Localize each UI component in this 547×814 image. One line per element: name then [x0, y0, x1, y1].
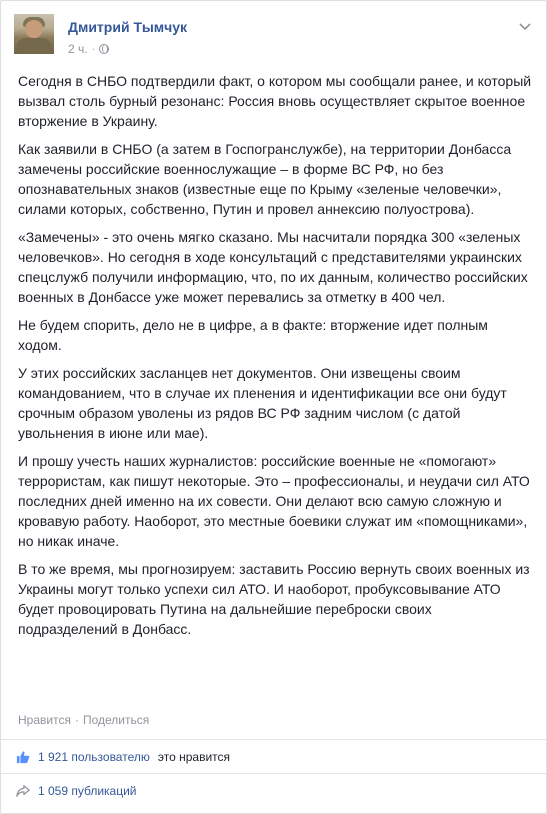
post-paragraph: Как заявили в СНБО (а затем в Госпогранслужбе), на территории Донбасса замечены российские военнослужащие – в форме ВС РФ, но без опознавательных знаков (известные еще по Крыму «зеленые человечки», силами которых, собственно, Путин и провел аннексию полуострова).: [18, 141, 512, 217]
post-header: [14, 14, 533, 64]
divider: [1, 739, 546, 740]
likes-suffix: это нравится: [157, 750, 230, 764]
post-time[interactable]: 2 ч.: [68, 42, 88, 56]
divider: [1, 773, 546, 774]
post-meta: [68, 42, 109, 56]
post-paragraph: И прошу учесть наших журналистов: российские военные не «помогают» террористам, как пишут некоторые. Это – профессионалы, и неудачи сил АТО последних дней именно на их совести. Они делают всю самую сложную и кровавую работу. Наоборот, это местные боевики служат им «помощниками», но никак иначе.: [18, 453, 530, 549]
chevron-down-icon[interactable]: [517, 18, 533, 34]
likes-count[interactable]: 1 921 пользователю: [38, 750, 150, 764]
shares-count[interactable]: 1 059 публикаций: [38, 784, 137, 798]
post-paragraph: В то же время, мы прогнозируем: заставить Россию вернуть своих военных из Украины могут только успехи сил АТО. И наоборот, пробуксовывание АТО будет провоцировать Путина на дальнейшие переброски своих подразделений в Донбасс.: [18, 561, 530, 637]
share-arrow-icon: [16, 784, 30, 798]
post-body: [18, 71, 533, 647]
globe-icon: [99, 44, 109, 54]
shares-summary: [16, 781, 533, 801]
author-name[interactable]: Дмитрий Тымчук: [68, 19, 188, 35]
thumbs-up-icon: [16, 750, 30, 764]
post-paragraph: У этих российских засланцев нет документов. Они извещены своим командованием, что в случае их пленения и идентификации все они будут срочным образом уволены из рядов ВС РФ задним числом (с датой увольнения в июне или мае).: [18, 365, 507, 441]
likes-summary: [16, 747, 533, 767]
like-link[interactable]: Нравится: [18, 713, 71, 727]
share-link[interactable]: Поделиться: [82, 713, 150, 727]
author-avatar[interactable]: [14, 14, 54, 54]
post-actions: [18, 713, 149, 727]
post-paragraph: «Замечены» - это очень мягко сказано. Мы насчитали порядка 300 «зеленых человечков». Но сегодня в ходе консультаций с представителями украинских спецслужб получили информацию, что, по их данным, количество российских военных в Донбассе уже может перевались за отметку в 400 чел.: [18, 229, 528, 305]
post-paragraph: Сегодня в СНБО подтвердили факт, о котором мы сообщали ранее, и который вызвал столь бурный резонанс: Россия вновь осуществляет скрытое военное вторжение в Украину.: [18, 73, 532, 129]
meta-separator: ·: [91, 43, 95, 55]
post-paragraph: Не будем спорить, дело не в цифре, а в факте: вторжение идет полным ходом.: [18, 317, 488, 353]
actions-separator: ·: [74, 713, 79, 727]
